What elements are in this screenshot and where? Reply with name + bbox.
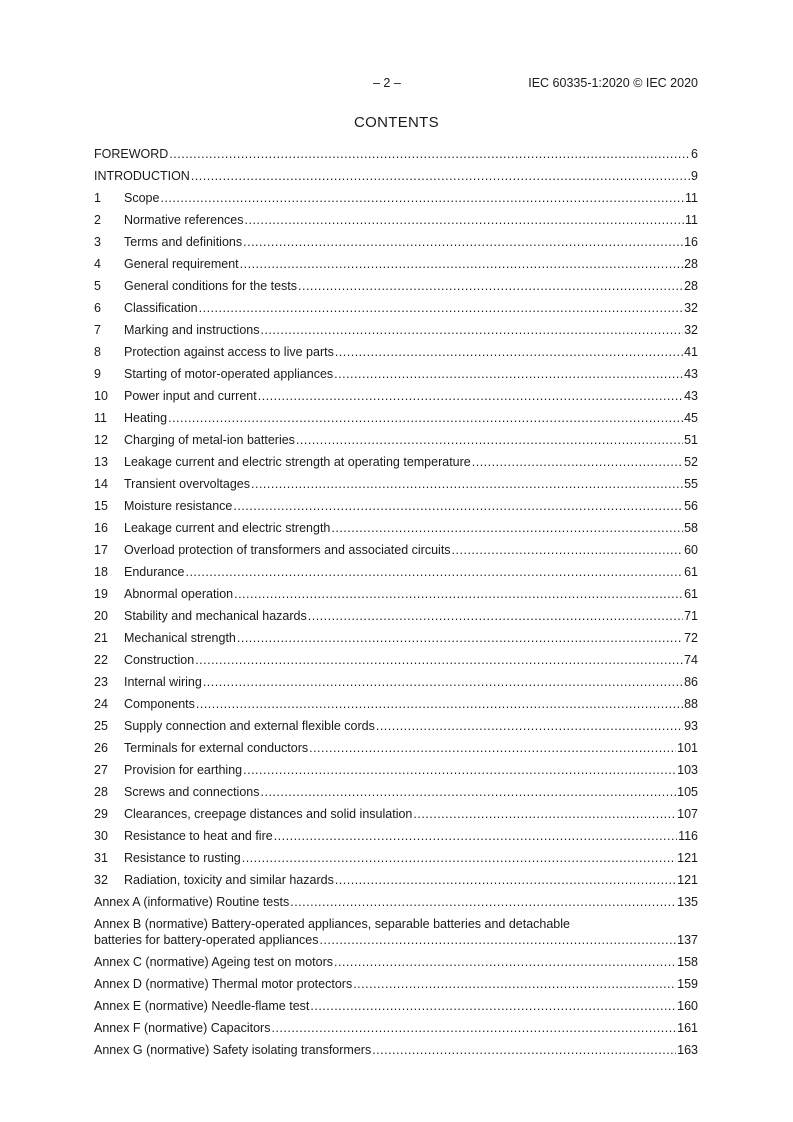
toc-entry-title: Annex G (normative) Safety isolating transformers (94, 1043, 372, 1057)
toc-entry-title: Resistance to heat and fire (124, 829, 273, 843)
toc-page-number: 28 (684, 279, 698, 293)
toc-entry-title: Classification (124, 301, 198, 315)
toc-entry-title: Annex E (normative) Needle-flame test (94, 999, 310, 1013)
toc-page-number: 28 (684, 257, 698, 271)
toc-entry-title: Normative references (124, 213, 244, 227)
dot-leader (319, 932, 676, 948)
dot-leader (245, 212, 685, 228)
dot-leader (243, 234, 683, 250)
toc-page-number: 161 (677, 1021, 698, 1035)
toc-entry-title: Mechanical strength (124, 631, 236, 645)
dot-leader (237, 630, 683, 646)
toc-entry[interactable] (94, 388, 698, 410)
toc-page-number: 60 (684, 543, 698, 557)
toc-entry[interactable] (94, 954, 698, 976)
toc-entry[interactable] (94, 894, 698, 916)
toc-entry-title: Leakage current and electric strength (124, 521, 331, 535)
toc-entry-title: FOREWORD (94, 147, 169, 161)
toc-page-number: 93 (684, 719, 698, 733)
dot-leader (310, 998, 676, 1014)
toc-clause-number: 25 (94, 719, 108, 733)
toc-entry-title: General requirement (124, 257, 239, 271)
toc-entry[interactable] (94, 476, 698, 498)
toc-entry[interactable] (94, 322, 698, 344)
toc-entry-title: Moisture resistance (124, 499, 233, 513)
toc-entry[interactable] (94, 850, 698, 872)
dot-leader (335, 344, 683, 360)
toc-entry-title: Provision for earthing (124, 763, 243, 777)
dot-leader (260, 322, 683, 338)
page-header (94, 76, 698, 92)
dot-leader (452, 542, 684, 558)
toc-entry[interactable] (94, 718, 698, 740)
dot-leader (335, 872, 676, 888)
toc-page-number: 101 (677, 741, 698, 755)
toc-page-number: 32 (684, 323, 698, 337)
toc-entry[interactable] (94, 366, 698, 388)
toc-clause-number: 17 (94, 543, 108, 557)
toc-entry[interactable] (94, 976, 698, 998)
toc-entry[interactable] (94, 498, 698, 520)
toc-entry-title: Protection against access to live parts (124, 345, 334, 359)
dot-leader (331, 520, 683, 536)
dot-leader (242, 850, 676, 866)
toc-clause-number: 30 (94, 829, 108, 843)
dot-leader (261, 784, 677, 800)
dot-leader (169, 146, 690, 162)
toc-page-number: 107 (677, 807, 698, 821)
toc-entry[interactable] (94, 828, 698, 850)
toc-entry-title: Charging of metal-ion batteries (124, 433, 295, 447)
toc-entry-title: Starting of motor-operated appliances (124, 367, 334, 381)
toc-clause-number: 22 (94, 653, 108, 667)
toc-entry-title: Overload protection of transformers and associated circuits (124, 543, 451, 557)
toc-page-number: 11 (685, 213, 698, 227)
dot-leader (258, 388, 683, 404)
page-number: – 2 – (373, 76, 401, 90)
toc-entry-title: Marking and instructions (124, 323, 260, 337)
toc-page-number: 43 (684, 367, 698, 381)
toc-clause-number: 27 (94, 763, 108, 777)
toc-entry-title: Endurance (124, 565, 185, 579)
toc-entry-title: Supply connection and external flexible cords (124, 719, 375, 733)
toc-page-number: 52 (684, 455, 698, 469)
toc-clause-number: 21 (94, 631, 108, 645)
dot-leader (203, 674, 683, 690)
toc-entry[interactable] (94, 806, 698, 828)
toc-page-number: 11 (685, 191, 698, 205)
toc-clause-number: 2 (94, 213, 101, 227)
toc-page-number: 116 (678, 829, 698, 843)
toc-entry-title: Leakage current and electric strength at operating temperature (124, 455, 471, 469)
dot-leader (308, 608, 683, 624)
toc-entry-title: Heating (124, 411, 168, 425)
toc-page-number: 135 (677, 895, 698, 909)
dot-leader (376, 718, 683, 734)
dot-leader (243, 762, 676, 778)
toc-entry[interactable] (94, 454, 698, 476)
toc-entry-title: INTRODUCTION (94, 169, 190, 183)
toc-entry[interactable] (94, 520, 698, 542)
toc-entry[interactable] (94, 674, 698, 696)
toc-entry-title: Terminals for external conductors (124, 741, 309, 755)
toc-entry[interactable] (94, 740, 698, 762)
toc-clause-number: 20 (94, 609, 108, 623)
dot-leader (196, 696, 683, 712)
table-of-contents (94, 146, 698, 1064)
toc-page-number: 71 (684, 609, 698, 623)
toc-clause-number: 14 (94, 477, 108, 491)
toc-clause-number: 29 (94, 807, 108, 821)
toc-clause-number: 4 (94, 257, 101, 271)
toc-entry-title: Annex F (normative) Capacitors (94, 1021, 271, 1035)
toc-page-number: 105 (677, 785, 698, 799)
dot-leader (334, 954, 676, 970)
toc-page-number: 121 (677, 873, 698, 887)
toc-entry-title: Internal wiring (124, 675, 202, 689)
toc-entry-title: Stability and mechanical hazards (124, 609, 307, 623)
toc-entry[interactable] (94, 234, 698, 256)
toc-clause-number: 12 (94, 433, 108, 447)
toc-entry[interactable] (94, 410, 698, 432)
dot-leader (309, 740, 676, 756)
toc-entry[interactable] (94, 564, 698, 586)
toc-entry[interactable] (94, 300, 698, 322)
toc-page-number: 61 (684, 587, 698, 601)
toc-entry[interactable] (94, 1042, 698, 1064)
dot-leader (199, 300, 683, 316)
dot-leader (274, 828, 677, 844)
toc-clause-number: 26 (94, 741, 108, 755)
toc-entry[interactable] (94, 432, 698, 454)
toc-entry-title: Annex A (informative) Routine tests (94, 895, 290, 909)
dot-leader (233, 498, 683, 514)
dot-leader (298, 278, 683, 294)
toc-page-number: 72 (684, 631, 698, 645)
toc-clause-number: 7 (94, 323, 101, 337)
toc-entry-title: Resistance to rusting (124, 851, 241, 865)
toc-clause-number: 18 (94, 565, 108, 579)
toc-page-number: 121 (677, 851, 698, 865)
toc-entry[interactable] (94, 168, 698, 190)
toc-page-number: 86 (684, 675, 698, 689)
toc-clause-number: 31 (94, 851, 108, 865)
toc-clause-number: 24 (94, 697, 108, 711)
toc-page-number: 159 (677, 977, 698, 991)
toc-clause-number: 9 (94, 367, 101, 381)
toc-entry-title: General conditions for the tests (124, 279, 298, 293)
toc-entry[interactable] (94, 542, 698, 564)
toc-clause-number: 15 (94, 499, 108, 513)
toc-entry[interactable] (94, 652, 698, 674)
toc-entry-title: Screws and connections (124, 785, 260, 799)
toc-page-number: 16 (684, 235, 698, 249)
toc-entry-title: Components (124, 697, 195, 711)
toc-entry[interactable] (94, 630, 698, 652)
toc-page-number: 158 (677, 955, 698, 969)
toc-entry-title: Radiation, toxicity and similar hazards (124, 873, 334, 887)
dot-leader (185, 564, 683, 580)
toc-entry-title: Annex D (normative) Thermal motor protectors (94, 977, 353, 991)
dot-leader (334, 366, 683, 382)
page-title: CONTENTS (354, 114, 439, 131)
toc-entry[interactable] (94, 784, 698, 806)
toc-page-number: 137 (677, 933, 698, 947)
dot-leader (240, 256, 683, 272)
toc-entry-title: Abnormal operation (124, 587, 234, 601)
dot-leader (413, 806, 676, 822)
toc-clause-number: 28 (94, 785, 108, 799)
toc-entry[interactable] (94, 872, 698, 894)
dot-leader (271, 1020, 676, 1036)
toc-entry-title: Annex C (normative) Ageing test on motors (94, 955, 334, 969)
toc-page-number: 41 (684, 345, 698, 359)
toc-page-number: 43 (684, 389, 698, 403)
dot-leader (251, 476, 683, 492)
toc-entry[interactable] (94, 146, 698, 168)
toc-page-number: 61 (684, 565, 698, 579)
toc-entry[interactable] (94, 278, 698, 300)
toc-clause-number: 13 (94, 455, 108, 469)
toc-clause-number: 8 (94, 345, 101, 359)
toc-entry[interactable] (94, 916, 698, 954)
toc-page-number: 163 (677, 1043, 698, 1057)
toc-entry[interactable] (94, 344, 698, 366)
standard-reference: IEC 60335-1:2020 © IEC 2020 (528, 76, 698, 90)
toc-clause-number: 10 (94, 389, 108, 403)
toc-page-number: 58 (684, 521, 698, 535)
toc-page-number: 9 (691, 169, 698, 183)
dot-leader (353, 976, 676, 992)
toc-entry[interactable] (94, 762, 698, 784)
toc-entry-title: Power input and current (124, 389, 257, 403)
toc-entry-title: Construction (124, 653, 195, 667)
toc-entry[interactable] (94, 608, 698, 630)
toc-entry-title: Scope (124, 191, 160, 205)
toc-entry[interactable] (94, 190, 698, 212)
toc-page-number: 55 (684, 477, 698, 491)
toc-clause-number: 32 (94, 873, 108, 887)
toc-clause-number: 23 (94, 675, 108, 689)
dot-leader (290, 894, 676, 910)
toc-page-number: 56 (684, 499, 698, 513)
toc-page-number: 160 (677, 999, 698, 1013)
toc-page-number: 45 (684, 411, 698, 425)
toc-entry[interactable] (94, 1020, 698, 1042)
toc-entry-title: Transient overvoltages (124, 477, 250, 491)
toc-clause-number: 3 (94, 235, 101, 249)
dot-leader (195, 652, 683, 668)
dot-leader (160, 190, 684, 206)
toc-entry-title: Clearances, creepage distances and solid insulation (124, 807, 413, 821)
toc-page-number: 103 (677, 763, 698, 777)
toc-entry[interactable] (94, 586, 698, 608)
dot-leader (472, 454, 683, 470)
toc-clause-number: 19 (94, 587, 108, 601)
dot-leader (296, 432, 683, 448)
toc-page-number: 32 (684, 301, 698, 315)
toc-entry-title: Terms and definitions (124, 235, 243, 249)
toc-clause-number: 5 (94, 279, 101, 293)
toc-entry-title-continued: batteries for battery-operated appliances (94, 933, 319, 947)
dot-leader (234, 586, 683, 602)
toc-entry[interactable] (94, 212, 698, 234)
toc-entry[interactable] (94, 696, 698, 718)
toc-clause-number: 6 (94, 301, 101, 315)
dot-leader (191, 168, 690, 184)
dot-leader (168, 410, 683, 426)
toc-clause-number: 16 (94, 521, 108, 535)
toc-clause-number: 11 (94, 411, 107, 425)
dot-leader (372, 1042, 676, 1058)
toc-entry[interactable] (94, 256, 698, 278)
toc-entry-title: Annex B (normative) Battery-operated appliances, separable batteries and detachable (94, 917, 570, 931)
toc-page-number: 6 (691, 147, 698, 161)
toc-page-number: 51 (684, 433, 698, 447)
toc-page-number: 88 (684, 697, 698, 711)
toc-page-number: 74 (684, 653, 698, 667)
toc-entry[interactable] (94, 998, 698, 1020)
toc-clause-number: 1 (94, 191, 101, 205)
